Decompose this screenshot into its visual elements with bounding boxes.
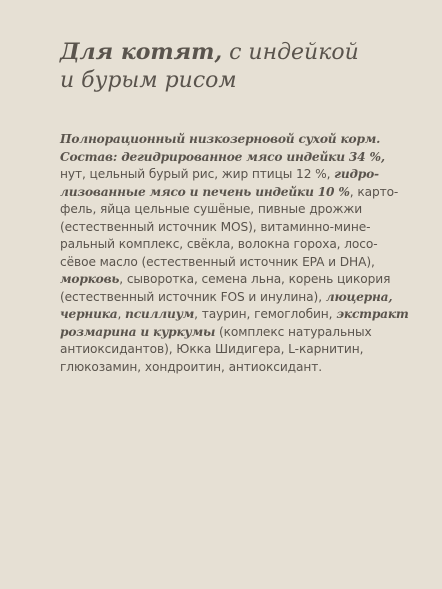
composition-highlight: морковь — [60, 272, 120, 286]
composition-line — [60, 289, 414, 307]
composition-highlight: люцерна, — [325, 289, 393, 304]
composition-line: антиоксидантов), Юкка Шидигера, L-карнитин, — [60, 342, 364, 356]
composition-line — [60, 324, 414, 342]
composition-text-segment: нут, цельный бурый рис, жир птицы 12 %, — [60, 167, 335, 181]
composition-line — [60, 306, 414, 324]
product-title — [60, 38, 414, 95]
composition-highlight: гидро- — [334, 167, 379, 181]
title-line-2: и бурым рисом — [60, 68, 237, 93]
composition-line: глюкозамин, хондроитин, антиоксидант. — [60, 359, 322, 374]
composition-line — [60, 184, 414, 202]
composition-line — [60, 166, 414, 184]
composition-text — [60, 131, 414, 376]
composition-line: Полнорационный низкозерновой сухой корм. — [60, 132, 381, 146]
composition-text-segment: , — [117, 307, 126, 321]
composition-text-segment: , таурин, гемоглобин, — [194, 307, 337, 321]
composition-text-segment: , карто- — [349, 184, 399, 199]
composition-highlight: розмарина и куркумы — [60, 324, 216, 339]
composition-highlight: псиллиум — [125, 307, 195, 321]
composition-highlight: черника — [60, 307, 118, 321]
composition-text-segment: (естественный источник FOS и инулина), — [60, 289, 326, 304]
composition-line: сёвое масло (естественный источник EPA и DHA), — [60, 254, 375, 269]
title-line-1 — [60, 38, 414, 67]
title-bold: Для котят, — [60, 39, 223, 65]
composition-line: Состав: дегидрированное мясо индейки 34 %, — [60, 149, 385, 164]
composition-line: (естественный источник MOS), витаминно-мине- — [60, 219, 371, 234]
title-rest: с индейкой — [222, 40, 359, 65]
composition-line: фель, яйца цельные сушёные, пивные дрожжи — [60, 202, 363, 216]
composition-highlight: лизованные мясо и печень индейки 10 % — [60, 184, 350, 199]
composition-line: ральный комплекс, свёкла, волокна гороха, лосо- — [60, 237, 378, 251]
composition-line — [60, 271, 414, 289]
composition-text-segment: (комплекс натуральных — [215, 324, 372, 339]
composition-highlight: экстракт — [336, 307, 409, 321]
composition-text-segment: , сыворотка, семена льна, корень цикория — [119, 272, 391, 286]
